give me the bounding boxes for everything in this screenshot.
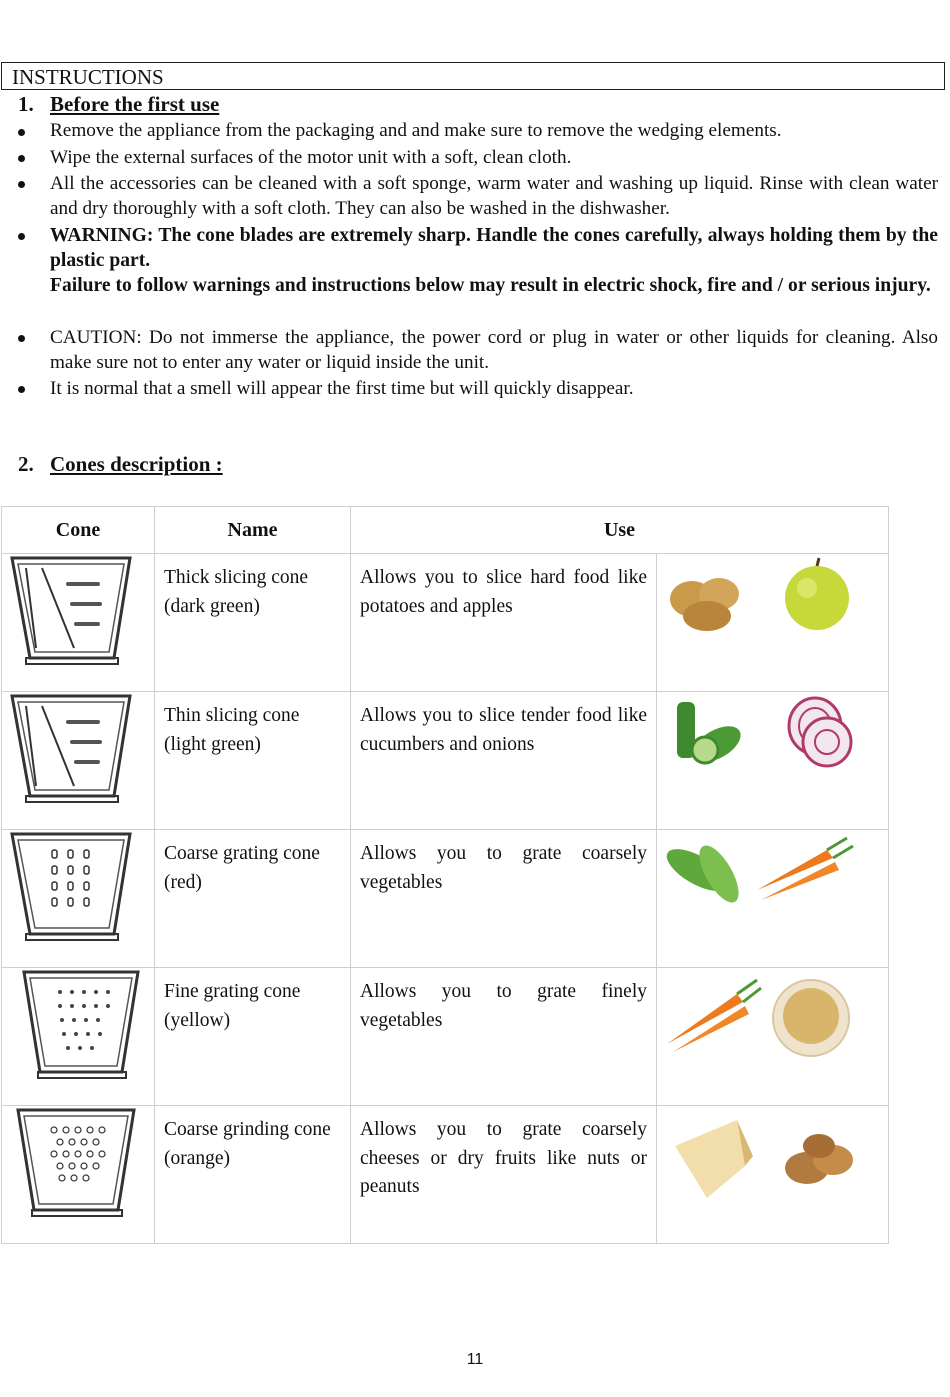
section2-heading bbox=[18, 452, 418, 478]
cone-image-cell bbox=[2, 1106, 155, 1244]
onion-icon bbox=[789, 698, 851, 766]
cone-name: Thin slicing cone (light green) bbox=[155, 692, 351, 830]
cone-name: Thick slicing cone (dark green) bbox=[155, 554, 351, 692]
carrots-grated-bowl-image bbox=[657, 968, 888, 1095]
carrot-icon bbox=[757, 838, 853, 900]
cone-name: Fine grating cone (yellow) bbox=[155, 968, 351, 1106]
cucumber-icon bbox=[677, 702, 747, 769]
instructions-title: INSTRUCTIONS bbox=[12, 65, 164, 89]
slicing-cone-icon bbox=[2, 554, 154, 681]
table-row bbox=[2, 968, 889, 1106]
carrot-icon bbox=[667, 980, 761, 1052]
slicing-cone-icon bbox=[2, 692, 154, 819]
bullet-warning-blades: WARNING: The cone blades are extremely sharp. Handle the cones carefully, always holding them by the plastic part. bbox=[50, 225, 938, 272]
cones-table bbox=[1, 506, 889, 1244]
instructions-title-box bbox=[1, 62, 945, 90]
food-image-cell bbox=[657, 830, 889, 968]
bullet-smell: It is normal that a smell will appear the first time but will quickly disappear. bbox=[50, 378, 634, 399]
cone-use: Allows you to grate finely vegetables bbox=[351, 968, 657, 1106]
fine-grating-cone-icon bbox=[2, 968, 154, 1095]
walnut-icon bbox=[785, 1134, 853, 1184]
table-row bbox=[2, 1106, 889, 1244]
cone-image-cell bbox=[2, 830, 155, 968]
cone-name: Coarse grinding cone (orange) bbox=[155, 1106, 351, 1244]
coarse-grating-cone-icon bbox=[2, 830, 154, 957]
cheese-walnuts-image bbox=[657, 1106, 888, 1233]
potato-icon bbox=[670, 578, 739, 631]
bullet-clean-accessories: All the accessories can be cleaned with a soft sponge, warm water and washing up liquid. Rinse with clean water and dry thoroughly with a soft cloth. They can also be washed in the dishwasher. bbox=[50, 173, 938, 220]
bullet-dot bbox=[18, 129, 25, 136]
bullet-dot bbox=[18, 386, 25, 393]
table-row bbox=[2, 554, 889, 692]
section1-heading bbox=[18, 92, 418, 118]
grinding-cone-icon bbox=[2, 1106, 154, 1233]
warning-failure-text: Failure to follow warnings and instructions below may result in electric shock, fire and / or serious injury. bbox=[50, 275, 931, 296]
cone-use: Allows you to grate coarsely vegetables bbox=[351, 830, 657, 968]
grated-bowl-icon bbox=[773, 980, 849, 1056]
bullet-dot bbox=[18, 155, 25, 162]
column-header-use: Use bbox=[351, 507, 889, 554]
food-image-cell bbox=[657, 968, 889, 1106]
bullet-wipe-surfaces: Wipe the external surfaces of the motor unit with a soft, clean cloth. bbox=[50, 147, 572, 168]
bullet-dot bbox=[18, 233, 25, 240]
bullet-dot bbox=[18, 181, 25, 188]
food-image-cell bbox=[657, 692, 889, 830]
food-image-cell bbox=[657, 1106, 889, 1244]
cone-name: Coarse grating cone (red) bbox=[155, 830, 351, 968]
cone-image-cell bbox=[2, 692, 155, 830]
food-image-cell bbox=[657, 554, 889, 692]
zucchini-carrots-image bbox=[657, 830, 888, 957]
section2-number: 2. bbox=[18, 452, 34, 476]
bullet-dot bbox=[18, 335, 25, 342]
column-header-cone: Cone bbox=[2, 507, 155, 554]
cone-use: Allows you to grate coarsely cheeses or dry fruits like nuts or peanuts bbox=[351, 1106, 657, 1244]
potatoes-apple-image bbox=[657, 554, 888, 681]
section2-title: Cones description : bbox=[50, 452, 223, 476]
apple-icon bbox=[785, 558, 849, 630]
bullet-caution-immerse: CAUTION: Do not immerse the appliance, the power cord or plug in water or other liquids for cleaning. Also make sure not to enter any water or liquid inside the unit. bbox=[50, 327, 938, 374]
cheese-icon bbox=[675, 1120, 753, 1198]
table-row bbox=[2, 692, 889, 830]
cone-image-cell bbox=[2, 554, 155, 692]
table-row bbox=[2, 830, 889, 968]
column-header-name: Name bbox=[155, 507, 351, 554]
zucchini-icon bbox=[661, 840, 747, 908]
table-header-row bbox=[2, 507, 889, 554]
section1-number: 1. bbox=[18, 92, 34, 116]
cone-use: Allows you to slice tender food like cucumbers and onions bbox=[351, 692, 657, 830]
section1-title: Before the first use bbox=[50, 92, 220, 116]
cone-use: Allows you to slice hard food like potatoes and apples bbox=[351, 554, 657, 692]
bullet-remove-packaging: Remove the appliance from the packaging and and make sure to remove the wedging elements. bbox=[50, 120, 782, 141]
cucumbers-onions-image bbox=[657, 692, 888, 819]
cone-image-cell bbox=[2, 968, 155, 1106]
page-number: 11 bbox=[466, 1351, 484, 1368]
